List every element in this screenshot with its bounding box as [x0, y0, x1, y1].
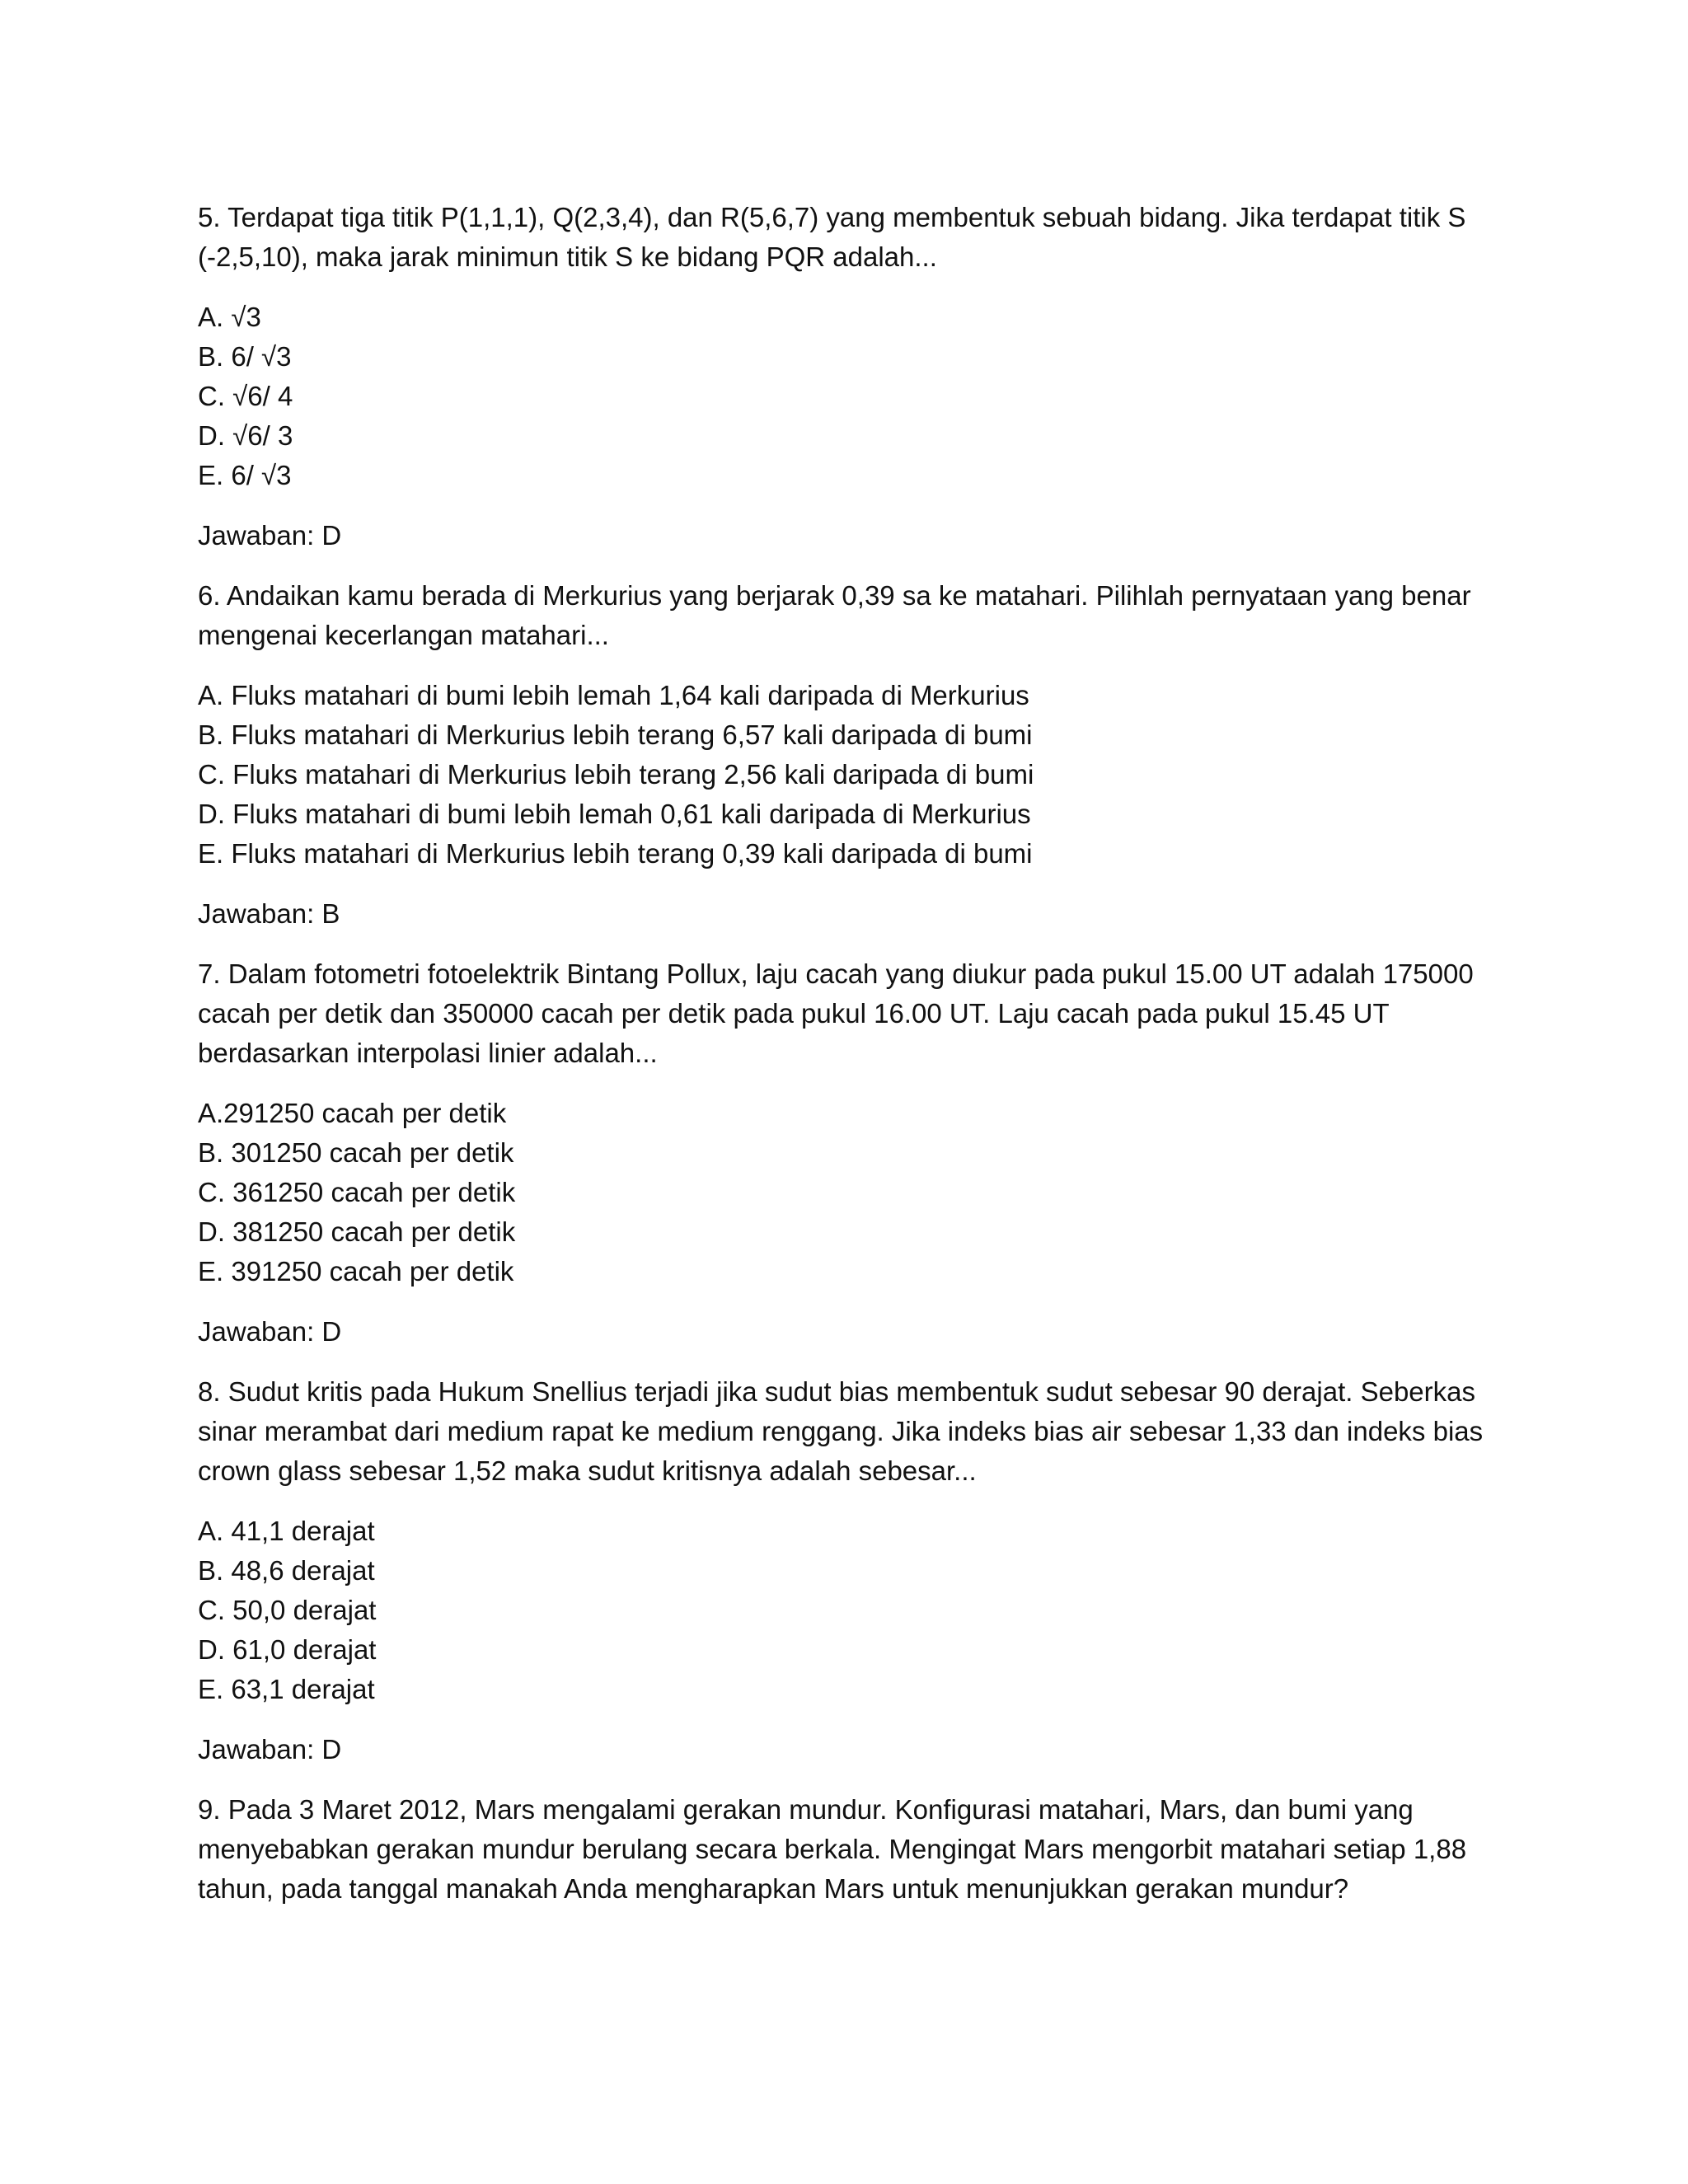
option-e: E. 391250 cacah per detik	[198, 1256, 514, 1286]
option-e: E. Fluks matahari di Merkurius lebih terang 0,39 kali daripada di bumi	[198, 838, 1033, 869]
option-list	[198, 676, 1517, 874]
option-e: E. 6/ √3	[198, 460, 292, 490]
question-8	[198, 1372, 1517, 1769]
option-d: D. Fluks matahari di bumi lebih lemah 0,61 kali daripada di Merkurius	[198, 799, 1031, 829]
option-list	[198, 298, 1517, 495]
answer-line: Jawaban: D	[198, 1734, 342, 1765]
option-b: B. 301250 cacah per detik	[198, 1137, 514, 1168]
option-list	[198, 1094, 1517, 1291]
option-a: A. √3	[198, 302, 261, 332]
answer-line: Jawaban: D	[198, 520, 342, 551]
option-a: A. 41,1 derajat	[198, 1516, 375, 1546]
question-7	[198, 954, 1517, 1352]
option-c: C. 50,0 derajat	[198, 1595, 377, 1625]
option-b: B. Fluks matahari di Merkurius lebih terang 6,57 kali daripada di bumi	[198, 719, 1033, 750]
document-page	[198, 198, 1517, 1929]
option-c: C. Fluks matahari di Merkurius lebih terang 2,56 kali daripada di bumi	[198, 759, 1034, 790]
question-stem: 9. Pada 3 Maret 2012, Mars mengalami gerakan mundur. Konfigurasi matahari, Mars, dan bumi yang menyebabkan gerakan mundur berulang secara berkala. Mengingat Mars mengorbit matahari setiap 1,88 tahun, pada tanggal manakah Anda mengharapkan Mars untuk menunjukkan gerakan mundur?	[198, 1794, 1467, 1904]
option-b: B. 48,6 derajat	[198, 1555, 375, 1586]
option-d: D. √6/ 3	[198, 420, 293, 451]
question-9	[198, 1790, 1517, 1909]
question-5	[198, 198, 1517, 555]
option-a: A.291250 cacah per detik	[198, 1098, 507, 1128]
option-a: A. Fluks matahari di bumi lebih lemah 1,64 kali daripada di Merkurius	[198, 680, 1029, 710]
answer-line: Jawaban: B	[198, 898, 340, 929]
answer-line: Jawaban: D	[198, 1316, 342, 1347]
option-d: D. 381250 cacah per detik	[198, 1216, 516, 1247]
question-stem: 6. Andaikan kamu berada di Merkurius yang berjarak 0,39 sa ke matahari. Pilihlah pernyataan yang benar mengenai kecerlangan matahari...	[198, 580, 1471, 650]
option-c: C. 361250 cacah per detik	[198, 1177, 516, 1207]
option-b: B. 6/ √3	[198, 341, 292, 372]
question-stem: 8. Sudut kritis pada Hukum Snellius terjadi jika sudut bias membentuk sudut sebesar 90 derajat. Seberkas sinar merambat dari medium rapat ke medium renggang. Jika indeks bias air sebesar 1,33 dan indeks bias crown glass sebesar 1,52 maka sudut kritisnya adalah sebesar...	[198, 1376, 1484, 1486]
question-stem: 5. Terdapat tiga titik P(1,1,1), Q(2,3,4), dan R(5,6,7) yang membentuk sebuah bidang. Jika terdapat titik S (-2,5,10), maka jarak minimun titik S ke bidang PQR adalah...	[198, 202, 1466, 272]
option-d: D. 61,0 derajat	[198, 1634, 377, 1665]
question-stem: 7. Dalam fotometri fotoelektrik Bintang Pollux, laju cacah yang diukur pada pukul 15.00 UT adalah 175000 cacah per detik dan 350000 cacah per detik pada pukul 16.00 UT. Laju cacah pada pukul 15.45 UT berdasarkan interpolasi linier adalah...	[198, 958, 1474, 1068]
option-e: E. 63,1 derajat	[198, 1674, 375, 1704]
question-6	[198, 576, 1517, 934]
option-list	[198, 1511, 1517, 1709]
option-c: C. √6/ 4	[198, 381, 293, 411]
